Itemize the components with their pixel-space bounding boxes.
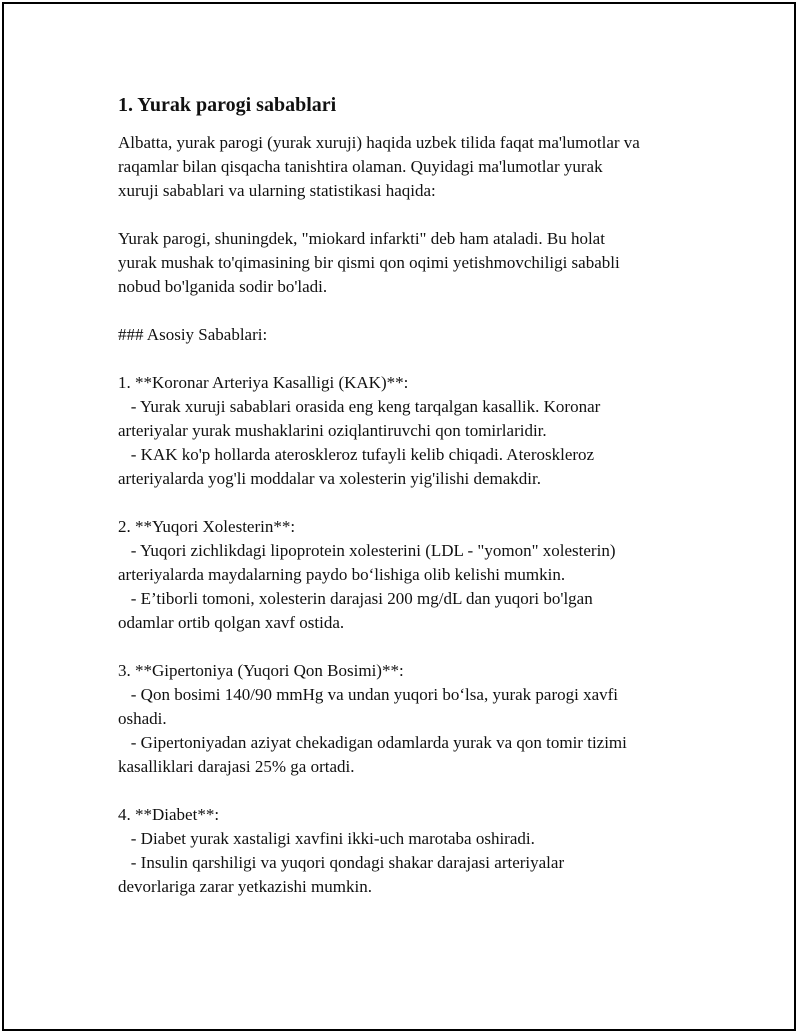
text-line: - Yurak xuruji sabablari orasida eng keng tarqalgan kasallik. Koronar bbox=[118, 397, 601, 416]
text-line: Albatta, yurak parogi (yurak xuruji) haqida uzbek tilida faqat ma'lumotlar va bbox=[118, 133, 640, 152]
text-line: yurak mushak to'qimasining bir qismi qon oqimi yetishmovchiligi sababli bbox=[118, 253, 620, 272]
blank-line bbox=[118, 203, 718, 227]
text-line: arteriyalarda maydalarning paydo bo‘lishiga olib kelishi mumkin. bbox=[118, 565, 566, 584]
text-line: - E’tiborli tomoni, xolesterin darajasi 200 mg/dL dan yuqori bo'lgan bbox=[118, 589, 593, 608]
blank-line bbox=[118, 491, 718, 515]
text-line: - Insulin qarshiligi va yuqori qondagi shakar darajasi arteriyalar bbox=[118, 853, 565, 872]
document-body bbox=[118, 131, 718, 899]
document-heading: 1. Yurak parogi sabablari bbox=[118, 94, 337, 116]
blank-line bbox=[118, 347, 718, 371]
list-item-line: 2. **Yuqori Xolesterin**: bbox=[118, 517, 296, 536]
text-line: raqamlar bilan qisqacha tanishtira olaman. Quyidagi ma'lumotlar yurak bbox=[118, 157, 603, 176]
list-item-line: 4. **Diabet**: bbox=[118, 805, 220, 824]
blank-line bbox=[118, 635, 718, 659]
text-line: odamlar ortib qolgan xavf ostida. bbox=[118, 613, 345, 632]
text-line: arteriyalarda yog'li moddalar va xolesterin yig'ilishi demakdir. bbox=[118, 469, 541, 488]
text-line: Yurak parogi, shuningdek, "miokard infarkti" deb ham ataladi. Bu holat bbox=[118, 229, 605, 248]
text-line: arteriyalar yurak mushaklarini oziqlantiruvchi qon tomirlaridir. bbox=[118, 421, 547, 440]
section-heading-line: ### Asosiy Sabablari: bbox=[118, 325, 268, 344]
list-item-line: 1. **Koronar Arteriya Kasalligi (KAK)**: bbox=[118, 373, 409, 392]
text-line: xuruji sabablari va ularning statistikasi haqida: bbox=[118, 181, 436, 200]
text-line: devorlariga zarar yetkazishi mumkin. bbox=[118, 877, 372, 896]
text-line: - Diabet yurak xastaligi xavfini ikki-uch marotaba oshiradi. bbox=[118, 829, 535, 848]
blank-line bbox=[118, 299, 718, 323]
text-line: kasalliklari darajasi 25% ga ortadi. bbox=[118, 757, 355, 776]
text-line: - Gipertoniyadan aziyat chekadigan odamlarda yurak va qon tomir tizimi bbox=[118, 733, 627, 752]
blank-line bbox=[118, 779, 718, 803]
list-item-line: 3. **Gipertoniya (Yuqori Qon Bosimi)**: bbox=[118, 661, 404, 680]
text-line: - Qon bosimi 140/90 mmHg va undan yuqori bo‘lsa, yurak parogi xavfi bbox=[118, 685, 619, 704]
text-line: nobud bo'lganida sodir bo'ladi. bbox=[118, 277, 328, 296]
document-content bbox=[118, 92, 718, 899]
text-line: - KAK ko'p hollarda ateroskleroz tufayli kelib chiqadi. Ateroskleroz bbox=[118, 445, 595, 464]
text-line: oshadi. bbox=[118, 709, 167, 728]
text-line: - Yuqori zichlikdagi lipoprotein xolesterini (LDL - "yomon" xolesterin) bbox=[118, 541, 616, 560]
